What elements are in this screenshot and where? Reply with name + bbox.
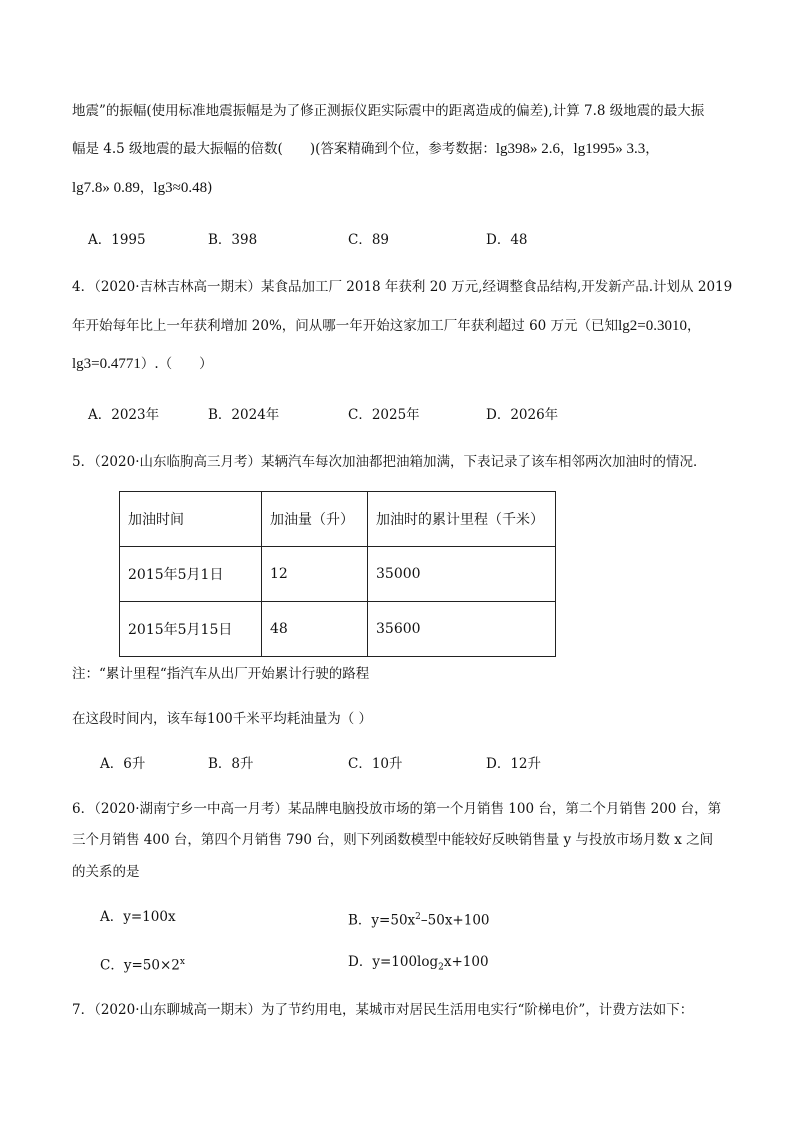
q3-sep-2: ， bbox=[139, 180, 154, 196]
q6-option-d bbox=[348, 952, 489, 978]
q4-ref-lg3: lg3=0.4771 bbox=[72, 356, 141, 372]
q5-note: 注：“累计里程“指汽车从出厂开始累计行驶的路程 bbox=[72, 666, 370, 682]
table-row bbox=[120, 602, 556, 657]
table-header-cell: 加油时的累计里程（千米） bbox=[368, 492, 556, 547]
q5-option-d: D．12升 bbox=[486, 756, 542, 772]
q6-option-d-pre: D．y=100log bbox=[348, 954, 439, 970]
q6-line-2: 三个月销售 400 台，第四个月销售 790 台，则下列函数模型中能较好反映销售量 y 与投放市场月数 x 之间 bbox=[72, 832, 714, 848]
q3-option-a: A．1995 bbox=[88, 232, 146, 248]
q6-option-d-post: x+100 bbox=[443, 954, 489, 970]
q3-line-2-end: ， bbox=[645, 141, 659, 157]
q4-line-2-end: ， bbox=[686, 318, 701, 334]
table-cell: 48 bbox=[262, 602, 368, 657]
q3-option-c: C．89 bbox=[348, 232, 390, 248]
q3-line-3-end: ) bbox=[207, 180, 213, 196]
q4-ref-lg2: lg2=0.3010 bbox=[618, 318, 687, 334]
q6-option-d-base: 2 bbox=[438, 962, 444, 973]
q5-option-a: A．6升 bbox=[100, 756, 146, 772]
table-cell: 35600 bbox=[368, 602, 556, 657]
q3-line-3 bbox=[72, 178, 212, 198]
q6-line-3: 的关系的是 bbox=[72, 864, 140, 880]
q3-option-d: D．48 bbox=[486, 232, 528, 248]
q4-line-1: 4．（2020·吉林吉林高一期末）某食品加工厂 2018 年获利 20 万元,经调整食品结构,开发新产品.计划从 2019 bbox=[72, 279, 733, 295]
q5-question: 在这段时间内，该车每100千米平均耗油量为（ ） bbox=[72, 711, 373, 727]
q3-line-1: 地震”的振幅(使用标准地震振幅是为了修正测振仪距实际震中的距离造成的偏差),计算 7.8 级地震的最大振 bbox=[72, 103, 705, 119]
q7-line-1: 7．（2020·山东聊城高一期末）为了节约用电，某城市对居民生活用电实行“阶梯电价”，计费方法如下： bbox=[72, 1002, 694, 1018]
q6-option-b-exp: 2 bbox=[415, 912, 421, 922]
q6-option-b bbox=[348, 907, 490, 931]
table-cell: 35000 bbox=[368, 547, 556, 602]
q4-option-a: A．2023年 bbox=[88, 407, 160, 423]
q4-option-d: D．2026年 bbox=[486, 407, 559, 423]
q6-option-b-post: –50x+100 bbox=[420, 912, 490, 929]
q4-line-2-text: 年开始每年比上一年获利增加 20%，问从哪一年开始这家加工厂年获利超过 60 万元（已知 bbox=[72, 318, 619, 334]
q5-option-b: B．8升 bbox=[208, 756, 254, 772]
table-header-row bbox=[120, 492, 556, 547]
q3-line-2 bbox=[72, 139, 659, 159]
q6-option-c-exp: x bbox=[179, 957, 185, 967]
q5-stem: 5．（2020·山东临朐高三月考）某辆汽车每次加油都把油箱加满，下表记录了该车相邻两次加油时的情况． bbox=[72, 454, 707, 470]
table-cell: 12 bbox=[262, 547, 368, 602]
table-header-cell: 加油量（升） bbox=[262, 492, 368, 547]
q6-line-1: 6．（2020·湖南宁乡一中高一月考）某品牌电脑投放市场的第一个月销售 100 台，第二个月销售 200 台，第 bbox=[72, 801, 722, 817]
q6-option-c-pre: C．y=50×2 bbox=[100, 957, 180, 974]
q3-ref-lg1995: lg1995» 3.3 bbox=[573, 141, 646, 157]
q6-option-a: A．y=100x bbox=[100, 909, 176, 925]
q4-option-b: B．2024年 bbox=[208, 407, 280, 423]
table-cell: 2015年5月1日 bbox=[120, 547, 262, 602]
q4-option-c: C．2025年 bbox=[348, 407, 420, 423]
q3-ref-lg398: lg398» 2.6 bbox=[495, 141, 561, 157]
q4-line-3-end: ）.（ ） bbox=[140, 356, 213, 372]
table-cell: 2015年5月15日 bbox=[120, 602, 262, 657]
table-header-cell: 加油时间 bbox=[120, 492, 262, 547]
table-row bbox=[120, 547, 556, 602]
fuel-record-table bbox=[119, 491, 556, 657]
q3-ref-lg3: lg3≈0.48 bbox=[153, 180, 208, 196]
q4-line-3 bbox=[72, 354, 213, 374]
q3-line-2-text: 幅是 4.5 级地震的最大振幅的倍数( )(答案精确到个位，参考数据： bbox=[72, 141, 496, 157]
q6-option-c bbox=[100, 952, 185, 976]
q4-line-2 bbox=[72, 316, 700, 336]
q3-sep: ， bbox=[560, 141, 574, 157]
q3-option-b: B．398 bbox=[208, 232, 258, 248]
q6-option-b-pre: B．y=50x bbox=[348, 912, 416, 929]
q5-option-c: C．10升 bbox=[348, 756, 403, 772]
q3-ref-lg78: lg7.8» 0.89 bbox=[72, 180, 140, 196]
